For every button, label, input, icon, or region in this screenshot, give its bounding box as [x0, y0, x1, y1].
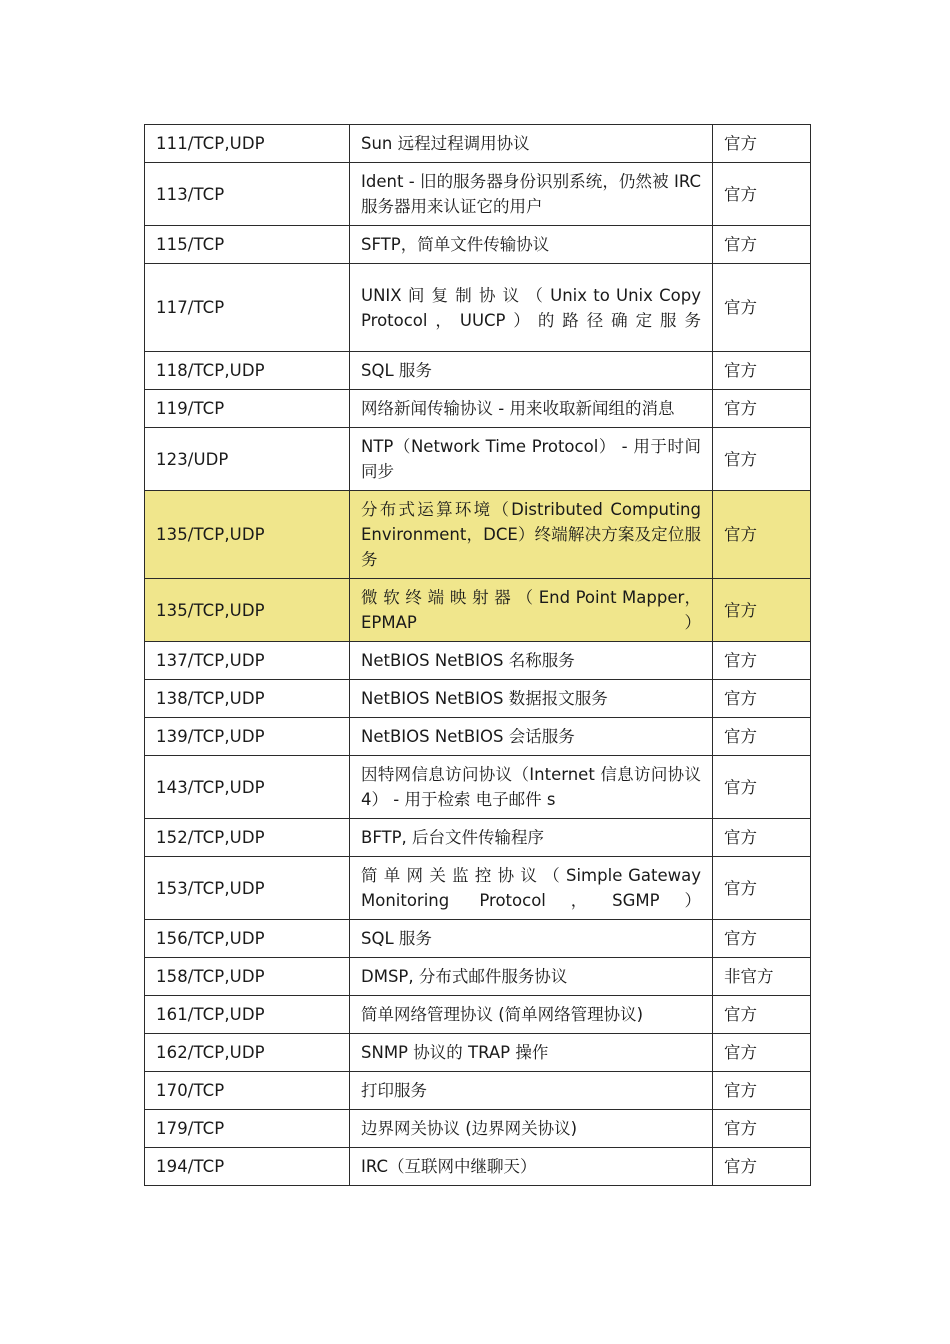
- port-cell: 162/TCP,UDP: [145, 1034, 350, 1072]
- table-row: [145, 428, 811, 491]
- table-row: [145, 1148, 811, 1186]
- status-cell: 官方: [713, 819, 811, 857]
- description-cell: NetBIOS NetBIOS 数据报文服务: [350, 680, 713, 718]
- description-cell: NetBIOS NetBIOS 名称服务: [350, 642, 713, 680]
- table-row: [145, 352, 811, 390]
- description-cell: SQL 服务: [350, 352, 713, 390]
- status-cell: 官方: [713, 125, 811, 163]
- description-cell: SFTP，简单文件传输协议: [350, 226, 713, 264]
- description-cell: NTP（Network Time Protocol） - 用于时间同步: [350, 428, 713, 491]
- description-cell: BFTP, 后台文件传输程序: [350, 819, 713, 857]
- description-cell: 网络新闻传输协议 - 用来收取新闻组的消息: [350, 390, 713, 428]
- port-cell: 123/UDP: [145, 428, 350, 491]
- port-cell: 170/TCP: [145, 1072, 350, 1110]
- table-row: [145, 718, 811, 756]
- description-cell: 打印服务: [350, 1072, 713, 1110]
- port-cell: 194/TCP: [145, 1148, 350, 1186]
- port-cell: 139/TCP,UDP: [145, 718, 350, 756]
- table-row: [145, 390, 811, 428]
- table-row: [145, 163, 811, 226]
- table-row: [145, 642, 811, 680]
- status-cell: 官方: [713, 163, 811, 226]
- description-cell: Sun 远程过程调用协议: [350, 125, 713, 163]
- status-cell: 官方: [713, 264, 811, 352]
- table-row: [145, 264, 811, 352]
- table-row: [145, 920, 811, 958]
- status-cell: 官方: [713, 352, 811, 390]
- table-row: [145, 1072, 811, 1110]
- description-cell: DMSP, 分布式邮件服务协议: [350, 958, 713, 996]
- port-cell: 113/TCP: [145, 163, 350, 226]
- port-cell: 118/TCP,UDP: [145, 352, 350, 390]
- description-cell: 微 软 终 端 映 射 器 （ End Point Mapper，EPMAP）: [350, 579, 713, 642]
- port-cell: 156/TCP,UDP: [145, 920, 350, 958]
- status-cell: 官方: [713, 920, 811, 958]
- port-cell: 111/TCP,UDP: [145, 125, 350, 163]
- table-row: [145, 491, 811, 579]
- port-table: [144, 124, 811, 1186]
- table-row: [145, 579, 811, 642]
- status-cell: 官方: [713, 1110, 811, 1148]
- description-cell: UNIX 间 复 制 协 议 （ Unix to Unix Copy Protocol，UUCP）的路径确定服务: [350, 264, 713, 352]
- table-row: [145, 1034, 811, 1072]
- table-row: [145, 1110, 811, 1148]
- port-cell: 153/TCP,UDP: [145, 857, 350, 920]
- port-cell: 143/TCP,UDP: [145, 756, 350, 819]
- description-cell: SQL 服务: [350, 920, 713, 958]
- description-cell: 因特网信息访问协议（Internet 信息访问协议 4） - 用于检索 电子邮件 s: [350, 756, 713, 819]
- table-row: [145, 857, 811, 920]
- description-cell: NetBIOS NetBIOS 会话服务: [350, 718, 713, 756]
- description-cell: SNMP 协议的 TRAP 操作: [350, 1034, 713, 1072]
- table-row: [145, 958, 811, 996]
- status-cell: 官方: [713, 996, 811, 1034]
- status-cell: 官方: [713, 579, 811, 642]
- description-cell: IRC（互联网中继聊天）: [350, 1148, 713, 1186]
- table-row: [145, 125, 811, 163]
- status-cell: 官方: [713, 1034, 811, 1072]
- status-cell: 官方: [713, 390, 811, 428]
- status-cell: 官方: [713, 642, 811, 680]
- status-cell: 官方: [713, 1148, 811, 1186]
- description-cell: 简单网络管理协议 (简单网络管理协议): [350, 996, 713, 1034]
- port-cell: 152/TCP,UDP: [145, 819, 350, 857]
- table-row: [145, 680, 811, 718]
- status-cell: 官方: [713, 491, 811, 579]
- status-cell: 官方: [713, 680, 811, 718]
- port-table-body: [145, 125, 811, 1186]
- description-cell: 边界网关协议 (边界网关协议): [350, 1110, 713, 1148]
- description-cell: 分布式运算环境（Distributed Computing Environment，DCE）终端解决方案及定位服务: [350, 491, 713, 579]
- status-cell: 官方: [713, 718, 811, 756]
- status-cell: 官方: [713, 226, 811, 264]
- port-cell: 158/TCP,UDP: [145, 958, 350, 996]
- status-cell: 官方: [713, 1072, 811, 1110]
- status-cell: 官方: [713, 428, 811, 491]
- description-cell: 简 单 网 关 监 控 协 议 （ Simple Gateway Monitoring Protocol，SGMP）: [350, 857, 713, 920]
- status-cell: 官方: [713, 857, 811, 920]
- table-row: [145, 819, 811, 857]
- port-cell: 179/TCP: [145, 1110, 350, 1148]
- description-cell: Ident - 旧的服务器身份识别系统，仍然被 IRC 服务器用来认证它的用户: [350, 163, 713, 226]
- table-row: [145, 226, 811, 264]
- port-cell: 119/TCP: [145, 390, 350, 428]
- port-cell: 138/TCP,UDP: [145, 680, 350, 718]
- status-cell: 非官方: [713, 958, 811, 996]
- status-cell: 官方: [713, 756, 811, 819]
- table-row: [145, 756, 811, 819]
- port-cell: 115/TCP: [145, 226, 350, 264]
- port-cell: 161/TCP,UDP: [145, 996, 350, 1034]
- port-cell: 135/TCP,UDP: [145, 491, 350, 579]
- port-cell: 117/TCP: [145, 264, 350, 352]
- port-cell: 137/TCP,UDP: [145, 642, 350, 680]
- port-cell: 135/TCP,UDP: [145, 579, 350, 642]
- table-row: [145, 996, 811, 1034]
